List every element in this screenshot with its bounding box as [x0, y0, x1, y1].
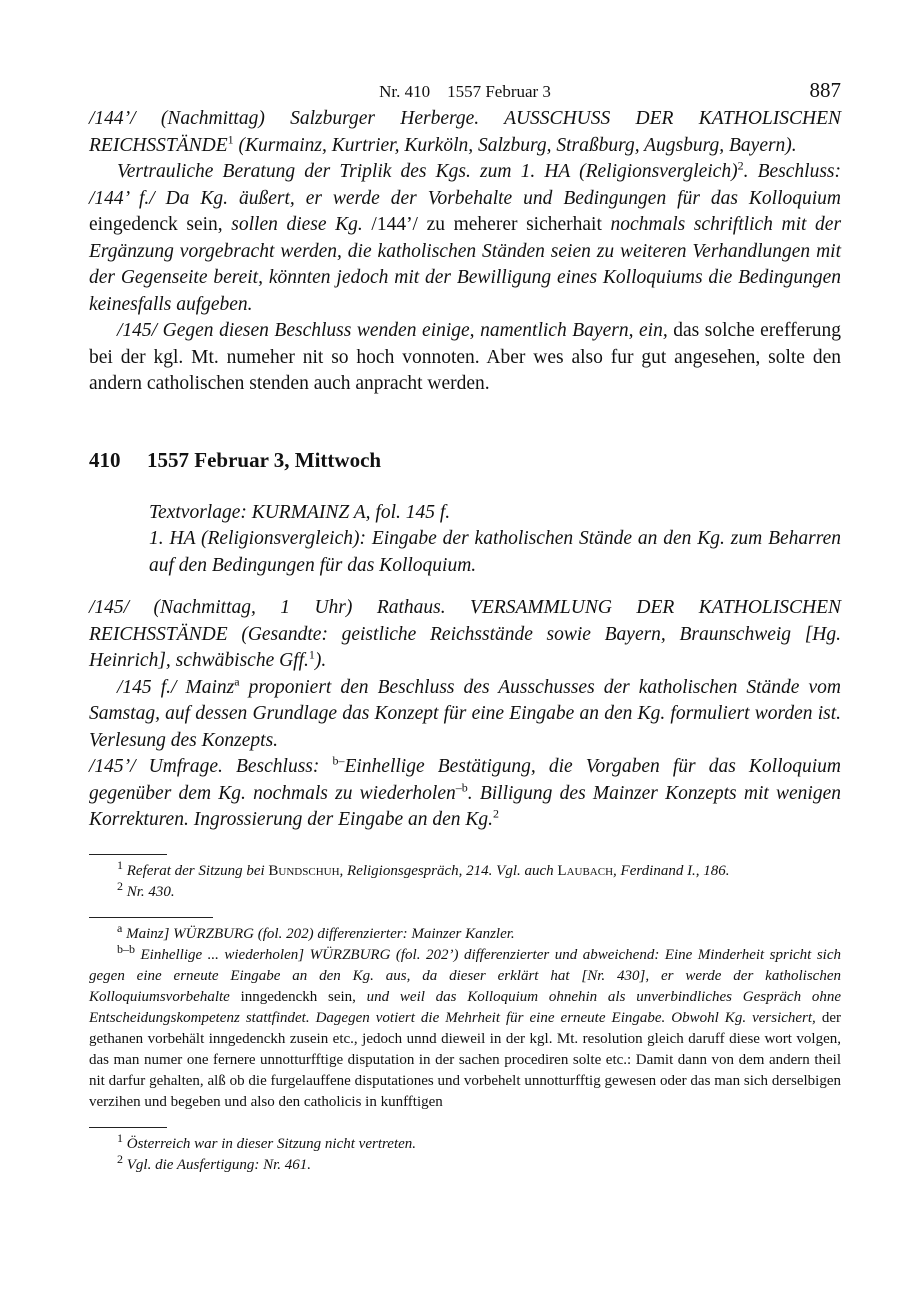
- decision-text-a: Vertrauliche Beratung der Triplik des Kgs. zum 1. HA (Religionsvergleich): [117, 161, 738, 182]
- body-proposal: [89, 675, 841, 755]
- page-number: 887: [809, 78, 841, 102]
- footnote-text: Referat der Sitzung bei: [123, 862, 269, 879]
- proposal-text-b: proponiert den Beschluss des Ausschusses der katholischen Stände vom Samstag, auf dessen Grundlage das Konzept für eine Eingabe an den Kg. formuliert worden ist. Verlesung des Konzepts.: [89, 676, 841, 751]
- footnote-ref-2[interactable]: 2: [737, 158, 744, 173]
- source-footnote-1: [89, 1130, 841, 1155]
- footnote-ref-ext-1[interactable]: 1: [308, 647, 315, 662]
- section-heading: [89, 446, 841, 474]
- footnote-mark: 2: [117, 1151, 123, 1166]
- quote-text-2: /144’/ zu meherer sicherhait: [362, 214, 611, 235]
- footnote-ref-a[interactable]: a: [234, 674, 240, 688]
- decision-text-lead: /145’/ Umfrage. Beschluss:: [89, 756, 333, 777]
- decision-text-d: nochmals schriftlich mit der Ergänzung vorgebracht werden, die katholischen Ständen seien zu weiteren Verhandlungen mit der Gegenseite bereit, könnten jedoch mit der Bewilligung eines Kolloquiums die Bedingungen keinesfalls aufgeben.: [89, 214, 842, 315]
- footnote-mark: 1: [117, 857, 123, 872]
- decision-text-tail: . Billigung des Mainzer Konzepts mit wenigen Korrekturen. Ingrossierung der Eingabe an den Kg.: [89, 782, 841, 830]
- footnote-mark: 2: [117, 878, 123, 893]
- objection-italic: /145/ Gegen diesen Beschluss wenden einige, namentlich Bayern, ein,: [117, 320, 668, 341]
- source-footnote-2: [89, 1151, 841, 1176]
- footnote-text: , Religionsgespräch, 214. Vgl. auch: [339, 862, 558, 879]
- source-line-2: 1. HA (Religionsvergleich): Eingabe der katholischen Stände an den Kg. zum Beharren auf den Bedingungen für das Kolloquium.: [149, 528, 841, 576]
- variant-note-a: [89, 920, 841, 945]
- footnote-ref-ext-2[interactable]: 2: [493, 806, 500, 821]
- footnote-text: Österreich war in dieser Sitzung nicht vertreten.: [123, 1135, 417, 1152]
- source-footnote-divider: [89, 1127, 167, 1128]
- quote-text-1: eingedenck sein,: [89, 214, 232, 235]
- prev-entry-objection: [89, 318, 841, 398]
- author-name: Bundschuh: [268, 862, 340, 879]
- variant-mark: b–b: [117, 941, 135, 956]
- footnote-text: Nr. 430.: [123, 883, 175, 900]
- prev-entry-decision: [89, 159, 841, 318]
- body-decision: [89, 754, 841, 834]
- section-number: 410: [89, 447, 121, 472]
- footnote-ref-b-end[interactable]: –b: [455, 780, 468, 794]
- footnote-divider: [89, 854, 167, 855]
- footnote-text: , Ferdinand I., 186.: [613, 862, 730, 879]
- body-heading-end: ).: [314, 650, 327, 671]
- variant-mark: a: [117, 920, 123, 935]
- variant-text: Einhellige ... wiederholen] WÜRZBURG (fol. 202’) differenzierter und abweichend: Eine Minderheit spricht sich gegen eine erneute Eingabe an den Kg. aus, da dieser erklärt hat [Nr. 430], er werde der katholischen Kolloquiumsvorbehalte: [89, 946, 841, 1005]
- prev-entry-heading-rest: (Kurmainz, Kurtrier, Kurköln, Salzburg, Straßburg, Augsburg, Bayern).: [233, 134, 797, 156]
- prev-entry-heading-lead: /144’/ (Nachmittag) Salzburger Herberge. AUSSCHUSS DER KATHOLISCHEN REICHSSTÄNDE: [89, 108, 841, 156]
- variant-note-b: [89, 941, 841, 1113]
- source-line-1: Textvorlage: KURMAINZ A, fol. 145 f.: [149, 501, 451, 523]
- decision-text-b: . Beschluss: /144’ f./ Da Kg. äußert, er werde der Vorbehalte und Bedingungen für das Kolloquium: [89, 161, 841, 209]
- variant-divider: [89, 917, 213, 918]
- author-name: Laubach: [557, 862, 614, 879]
- footnote-ref-1[interactable]: 1: [227, 132, 234, 146]
- section-date: 1557 Februar 3, Mittwoch: [147, 447, 382, 472]
- running-title: Nr. 410 1557 Februar 3: [379, 82, 551, 101]
- document-page: [89, 74, 841, 1176]
- decision-text-main: Einhellige Bestätigung, die Vorgaben für das Kolloquium gegenüber dem Kg. nochmals zu wiederholen: [89, 756, 841, 804]
- variant-quote: der gethanen vorbehält inngedenckh zusein etc., jedoch unnd dieweil in der kgl. Mt. resolution gleich daruff diese wort volgen, das man numer one fernere unnotturfftige disputation in der sachen procediren solte etc.: Damit dann von dem andern theil nit darfur gehalten, alß ob die furgelauffene disputationes und vorbehelt unnotturfftig gewesen oder das man sich derselbigen verzihen und begeben und also den catholicis in kunfftigen: [89, 1009, 841, 1110]
- prev-entry-heading: [89, 106, 841, 159]
- footnote-2: [89, 878, 841, 903]
- footnote-mark: 1: [117, 1130, 123, 1145]
- proposal-text-a: /145 f./ Mainz: [117, 676, 235, 698]
- variant-quote: inngedenckh sein,: [229, 988, 367, 1005]
- body-heading-lead: /145/ (Nachmittag, 1 Uhr) Rathaus. VERSAMMLUNG DER KATHOLISCHEN REICHSSTÄNDE (Gesandte: geistliche Reichsstände sowie Bayern, Braunschweig [Hg. Heinrich], schwäbische Gff.: [89, 597, 841, 671]
- body-heading: [89, 595, 841, 675]
- variant-text: Mainz] WÜRZBURG (fol. 202) differenzierter: Mainzer Kanzler.: [122, 925, 515, 942]
- running-header: [89, 74, 841, 106]
- objection-quote: das solche erefferung bei der kgl. Mt. numeher nit so hoch vonnoten. Aber wes also fur gut angesehen, solte den andern catholischen stenden auch anpracht werden.: [89, 320, 841, 394]
- decision-text-c: sollen diese Kg.: [231, 214, 363, 235]
- footnote-1: [89, 857, 841, 882]
- source-note: [149, 500, 841, 580]
- footnote-ref-b-start[interactable]: b–: [332, 753, 345, 768]
- variant-text: und weil das Kolloquium ohnehin als unverbindliches Gespräch ohne Entscheidungskompetenz stattfindet. Dagegen votiert die Mehrheit für eine erneute Eingabe. Obwohl Kg. versichert,: [89, 988, 841, 1026]
- footnote-text: Vgl. die Ausfertigung: Nr. 461.: [123, 1156, 312, 1173]
